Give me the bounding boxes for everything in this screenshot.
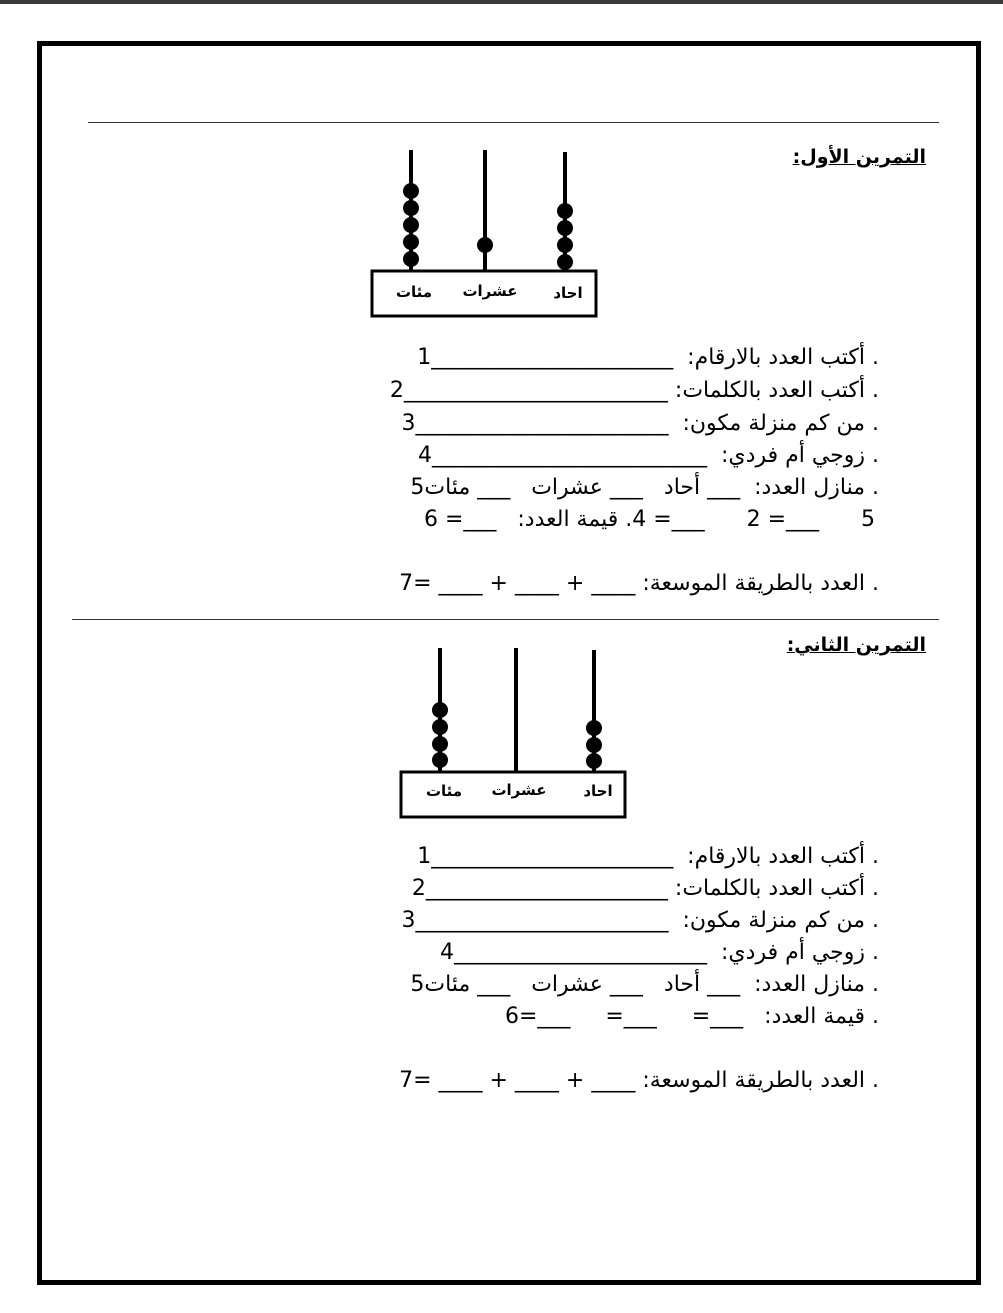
abacus-bead xyxy=(432,719,448,735)
abacus-label-hundreds: مئات xyxy=(425,782,463,800)
divider-middle xyxy=(72,619,939,620)
top-bar xyxy=(0,0,1003,4)
abacus-label-hundreds: مئات xyxy=(395,283,433,301)
exercise-1-title: التمرين الأول: xyxy=(792,146,926,168)
ex1-question-7: . العدد بالطريقة الموسعة: ____ + ____ + ____ =7 xyxy=(399,571,879,596)
divider-top xyxy=(88,122,939,123)
ex1-question-6: 5 ___= 2 ___= 4. قيمة العدد: ___= 6 xyxy=(423,507,875,532)
abacus-label-ones: احاد xyxy=(583,782,613,800)
abacus-bead xyxy=(557,203,573,219)
abacus-bead xyxy=(432,702,448,718)
abacus-bead xyxy=(557,220,573,236)
abacus-bead xyxy=(403,200,419,216)
abacus-bead xyxy=(557,237,573,253)
abacus-bead xyxy=(403,217,419,233)
abacus-bead xyxy=(557,254,573,270)
abacus-bead xyxy=(586,720,602,736)
ex1-question-5: . منازل العدد: ___ أحاد ___ عشرات ___ مئات5 xyxy=(410,475,879,500)
abacus-bead xyxy=(477,237,493,253)
ex2-question-5: . منازل العدد: ___ أحاد ___ عشرات ___ مئات5 xyxy=(410,972,879,997)
abacus-bead xyxy=(403,183,419,199)
ex2-question-6: . قيمة العدد: ___= ___= ___=6 xyxy=(504,1004,879,1029)
abacus-bead xyxy=(403,234,419,250)
abacus-bead xyxy=(403,251,419,267)
ex1-question-3: . من كم منزلة مكون: _______________________3 xyxy=(401,411,879,436)
abacus-2 xyxy=(399,648,629,820)
ex2-question-4: . زوجي أم فردي: _______________________4 xyxy=(440,940,879,965)
exercise-2-title: التمرين الثاني: xyxy=(786,634,926,656)
ex2-question-3: . من كم منزلة مكون: _______________________3 xyxy=(401,908,879,933)
ex1-question-2: . أكتب العدد بالكلمات: ________________________2 xyxy=(389,378,879,403)
abacus-label-tens: عشرات xyxy=(462,282,518,300)
abacus-label-ones: احاد xyxy=(553,284,583,302)
ex2-question-1: . أكتب العدد بالارقام: ______________________1 xyxy=(417,844,879,869)
abacus-bead xyxy=(432,752,448,768)
abacus-bead xyxy=(432,736,448,752)
ex2-question-7: . العدد بالطريقة الموسعة: ____ + ____ + ____ =7 xyxy=(399,1068,879,1093)
ex1-question-4: . زوجي أم فردي: _________________________4 xyxy=(418,443,879,468)
abacus-bead xyxy=(586,753,602,769)
ex1-question-1: . أكتب العدد بالارقام: ______________________1 xyxy=(417,345,879,370)
abacus-bead xyxy=(586,737,602,753)
ex2-question-2: . أكتب العدد بالكلمات: ______________________2 xyxy=(411,876,879,901)
abacus-1 xyxy=(370,150,600,320)
abacus-label-tens: عشرات xyxy=(491,781,547,799)
